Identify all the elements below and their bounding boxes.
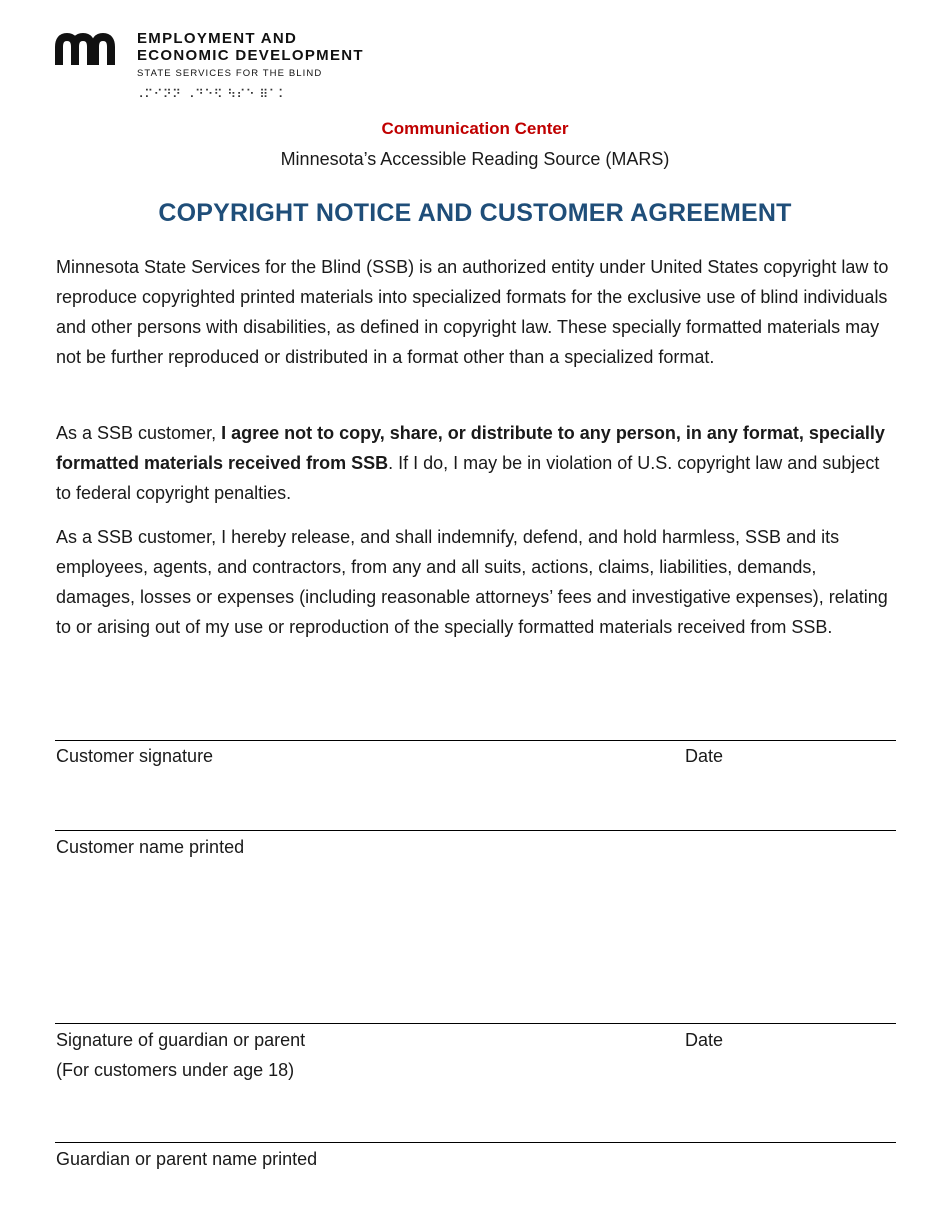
date-label-customer: Date: [685, 746, 724, 766]
guardian-name-label: Guardian or parent name printed: [56, 1149, 318, 1169]
mars-subtitle: Minnesota’s Accessible Reading Source (MARS): [280, 149, 670, 169]
paragraph-agreement: [56, 418, 896, 508]
agency-subname: STATE SERVICES FOR THE BLIND: [137, 68, 323, 79]
date-label-guardian: Date: [685, 1030, 724, 1050]
guardian-age-note: (For customers under age 18): [56, 1060, 295, 1080]
customer-name-label: Customer name printed: [56, 837, 245, 857]
agreement-intro: As a SSB customer,: [56, 423, 222, 443]
guardian-signature-label: Signature of guardian or parent: [56, 1030, 306, 1050]
paragraph-authorization: Minnesota State Services for the Blind (SSB) is an authorized entity under United States copyright law to reproduce copyrighted printed materials into specialized formats for the exclusive use of blind individuals and other persons with disabilities, as defined in copyright law. These specially formatted materials may not be further reproduced or distributed in a format other than a specialized format.: [56, 257, 889, 367]
customer-name-line[interactable]: [55, 830, 896, 831]
braille-text: ⠠⠍⠊⠝⠝ ⠠⠙⠑⠫ ⠳⠎⠑ ⠿⠁⠅: [135, 87, 288, 101]
guardian-name-line[interactable]: [55, 1142, 896, 1143]
agency-name-line2: ECONOMIC DEVELOPMENT: [137, 47, 364, 64]
customer-signature-label: Customer signature: [56, 746, 214, 766]
agreement-rest: . If I do, I may be in violation of U.S. copyright law and subject to federal copyright penalties.: [56, 453, 880, 503]
mn-logo-icon: [55, 33, 127, 65]
paragraph-release: As a SSB customer, I hereby release, and shall indemnify, defend, and hold harmless, SSB and its employees, agents, and contractors, from any and all suits, actions, claims, liabilities, demands, damages, losses or expenses (including reasonable attorneys’ fees and investigative expenses), relating to or arising out of my use or reproduction of the specially formatted materials received from SSB.: [56, 527, 888, 637]
agency-name-line1: EMPLOYMENT AND: [137, 30, 298, 47]
page-title: COPYRIGHT NOTICE AND CUSTOMER AGREEMENT: [158, 199, 792, 227]
agreement-bold-text: I agree not to copy, share, or distribute to any person, in any format, specially formatted materials received from SSB: [56, 423, 885, 473]
communication-center-heading: Communication Center: [381, 119, 569, 138]
guardian-signature-line[interactable]: [55, 1023, 896, 1024]
